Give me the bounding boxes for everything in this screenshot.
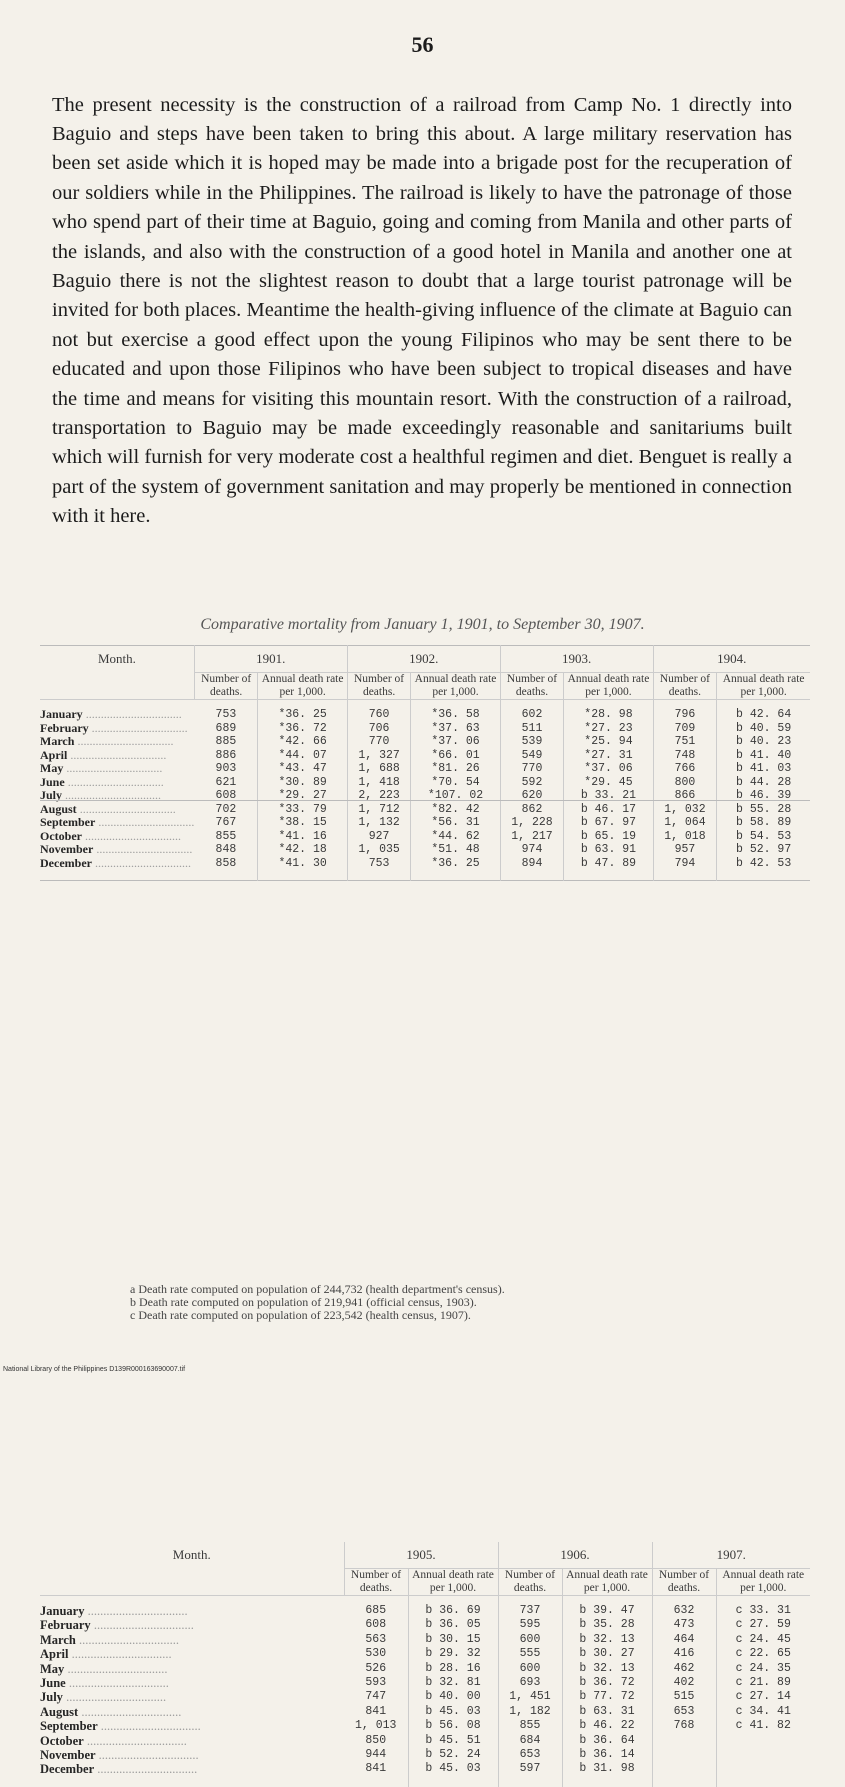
deaths-cell: 592: [500, 776, 564, 790]
table-row: [40, 776, 810, 790]
death-rate-cell: *36. 72: [258, 722, 347, 736]
rate-header: Annual death rate per 1,000.: [408, 1569, 498, 1596]
death-rate-cell: b 41. 03: [717, 762, 810, 776]
death-rate-cell: *70. 54: [411, 776, 500, 790]
rate-header: Annual death rate per 1,000.: [564, 673, 653, 700]
death-rate-cell: c 22. 65: [716, 1647, 810, 1661]
month-cell: September .....: [40, 816, 194, 830]
deaths-cell: 620: [500, 789, 564, 803]
death-rate-cell: *36. 25: [258, 700, 347, 722]
deaths-cell: 2, 223: [347, 789, 411, 803]
deaths-cell: 1, 327: [347, 749, 411, 763]
month-cell: November .....: [40, 843, 194, 857]
deaths-cell: 748: [653, 749, 717, 763]
table-row: [40, 803, 810, 817]
death-rate-cell: *38. 15: [258, 816, 347, 830]
month-cell: September .....: [40, 1719, 344, 1733]
deaths-cell: 760: [347, 700, 411, 722]
deaths-cell: 515: [652, 1690, 716, 1704]
month-cell: December .....: [40, 857, 194, 881]
rate-header: Annual death rate per 1,000.: [411, 673, 500, 700]
year-header: 1905.: [344, 1542, 498, 1569]
deaths-cell: 653: [652, 1705, 716, 1719]
number-header: Number of deaths.: [653, 673, 717, 700]
deaths-cell: 862: [500, 803, 564, 817]
death-rate-cell: *56. 31: [411, 816, 500, 830]
table-row: [40, 1719, 810, 1733]
death-rate-cell: *44. 07: [258, 749, 347, 763]
table-row: [40, 1647, 810, 1661]
death-rate-cell: b 31. 98: [562, 1762, 652, 1786]
death-rate-cell: b 44. 28: [717, 776, 810, 790]
death-rate-cell: c 21. 89: [716, 1676, 810, 1690]
death-rate-cell: b 46. 22: [562, 1719, 652, 1733]
month-cell: December .....: [40, 1762, 344, 1786]
table-1-body: [40, 700, 810, 881]
deaths-cell: 858: [215, 856, 237, 870]
deaths-cell: 1, 035: [347, 843, 411, 857]
month-cell: October .....: [40, 830, 194, 844]
month-cell: November .....: [40, 1748, 344, 1762]
deaths-cell: 555: [498, 1647, 562, 1661]
deaths-cell: 511: [500, 722, 564, 736]
deaths-cell: 850: [365, 1733, 387, 1747]
month-cell: July .....: [40, 1690, 344, 1704]
death-rate-cell: b 32. 13: [562, 1662, 652, 1676]
death-rate-cell: *51. 48: [411, 843, 500, 857]
deaths-cell: 462: [652, 1662, 716, 1676]
table-row: [40, 1662, 810, 1676]
deaths-cell: 766: [653, 762, 717, 776]
deaths-cell: 600: [498, 1662, 562, 1676]
deaths-cell: 593: [365, 1676, 387, 1690]
deaths-cell: 600: [498, 1633, 562, 1647]
deaths-cell: 841: [365, 1762, 387, 1776]
table-row: [40, 1734, 810, 1748]
table-row: [40, 1676, 810, 1690]
mortality-table-1905-1907: [40, 1542, 810, 1787]
deaths-cell: 1, 228: [500, 816, 564, 830]
death-rate-cell: c 41. 82: [716, 1719, 810, 1733]
death-rate-cell: *44. 62: [411, 830, 500, 844]
death-rate-cell: b 45. 03: [408, 1705, 498, 1719]
deaths-cell: 689: [215, 721, 237, 735]
page-number: 56: [411, 32, 434, 57]
month-cell: March .....: [40, 735, 194, 749]
month-cell: July .....: [40, 789, 194, 803]
deaths-cell: 927: [347, 830, 411, 844]
death-rate-cell: *82. 42: [411, 803, 500, 817]
deaths-cell: 770: [500, 762, 564, 776]
death-rate-cell: [716, 1748, 810, 1762]
rate-header: Annual death rate per 1,000.: [258, 673, 347, 700]
table-row: [40, 735, 810, 749]
month-cell: May .....: [40, 1662, 344, 1676]
body-paragraph: The present necessity is the construction of a railroad from Camp No. 1 directly into Baguio and steps have been taken to bring this about. A large military reservation has been set aside which it is hoped may be made into a brigade post for the recuperation of our soldiers while in the Philippines. The railroad is likely to have the patronage of those who spend part of their time at Baguio, going and coming from Manila and other parts of the islands, and also with the construction of a good hotel in Manila and another one at Baguio there is not the slightest reason to doubt that a large tourist patronage will be invited for both places. Meantime the health-giving influence of the climate at Baguio can not but exercise a good effect upon the young Filipinos who may be sent there to be educated and upon those Filipinos who have been subject to tropical diseases and have the time and means for visiting this mountain resort. With the construction of a railroad, transportation to Baguio may be made exceedingly reasonable and sanitariums built which will furnish for very moderate cost a healthful regimen and diet. Benguet is really a part of the system of government sanitation and may properly be mentioned in connection with it here.: [52, 93, 792, 528]
death-rate-cell: b 56. 08: [408, 1719, 498, 1733]
table-row: [40, 1705, 810, 1719]
death-rate-cell: b 47. 89: [564, 857, 653, 881]
month-cell: October .....: [40, 1734, 344, 1748]
deaths-cell: 855: [498, 1719, 562, 1733]
deaths-cell: 530: [365, 1647, 387, 1661]
deaths-cell: 903: [215, 762, 237, 775]
deaths-cell: 693: [498, 1676, 562, 1690]
death-rate-cell: b 41. 40: [717, 749, 810, 763]
death-rate-cell: b 63. 91: [564, 843, 653, 857]
deaths-cell: 702: [215, 802, 237, 816]
death-rate-cell: *36. 25: [411, 857, 500, 881]
number-header: Number of deaths.: [652, 1569, 716, 1596]
table-row: [40, 1633, 810, 1647]
month-cell: April .....: [40, 749, 194, 763]
table-row: [40, 830, 810, 844]
death-rate-cell: *27. 31: [564, 749, 653, 763]
death-rate-cell: *30. 89: [258, 776, 347, 790]
deaths-cell: 526: [365, 1661, 387, 1675]
month-cell: February .....: [40, 1618, 344, 1632]
month-header: Month.: [40, 1542, 344, 1596]
death-rate-cell: b 33. 21: [564, 789, 653, 803]
year-header: 1906.: [498, 1542, 652, 1569]
month-cell: June .....: [40, 776, 194, 790]
deaths-cell: 841: [365, 1704, 387, 1718]
deaths-cell: 848: [215, 843, 237, 856]
death-rate-cell: b 40. 23: [717, 735, 810, 749]
month-cell: March .....: [40, 1633, 344, 1647]
death-rate-cell: *25. 94: [564, 735, 653, 749]
year-header: 1903.: [500, 646, 653, 673]
table-row: [40, 1596, 810, 1619]
deaths-cell: 1, 132: [347, 816, 411, 830]
death-rate-cell: *36. 58: [411, 700, 500, 722]
death-rate-cell: *33. 79: [258, 803, 347, 817]
death-rate-cell: *107. 02: [411, 789, 500, 803]
death-rate-cell: b 35. 28: [562, 1618, 652, 1632]
death-rate-cell: *28. 98: [564, 700, 653, 722]
death-rate-cell: *81. 26: [411, 762, 500, 776]
deaths-cell: 1, 032: [653, 803, 717, 817]
table-row: [40, 762, 810, 776]
deaths-cell: 894: [500, 857, 564, 881]
deaths-cell: 1, 182: [498, 1705, 562, 1719]
death-rate-cell: b 40. 59: [717, 722, 810, 736]
year-header: 1901.: [194, 646, 347, 673]
table-2-body: [40, 1596, 810, 1787]
death-rate-cell: c 24. 45: [716, 1633, 810, 1647]
death-rate-cell: b 42. 64: [717, 700, 810, 722]
deaths-cell: 1, 712: [347, 803, 411, 817]
death-rate-cell: *29. 27: [258, 789, 347, 803]
deaths-cell: 753: [215, 708, 237, 721]
death-rate-cell: b 36. 72: [562, 1676, 652, 1690]
death-rate-cell: b 36. 69: [408, 1596, 498, 1619]
number-header: Number of deaths.: [194, 673, 258, 700]
table-row: [40, 816, 810, 830]
month-cell: August .....: [40, 803, 194, 817]
table-row: [40, 843, 810, 857]
deaths-cell: [652, 1762, 716, 1786]
month-cell: April .....: [40, 1647, 344, 1661]
number-header: Number of deaths.: [347, 673, 411, 700]
death-rate-cell: b 42. 53: [717, 857, 810, 881]
year-header: 1904.: [653, 646, 810, 673]
deaths-cell: 751: [653, 735, 717, 749]
deaths-cell: 1, 013: [355, 1719, 397, 1733]
deaths-cell: 608: [215, 789, 237, 802]
death-rate-cell: c 33. 31: [716, 1596, 810, 1619]
death-rate-cell: *42. 66: [258, 735, 347, 749]
footnote-a: a Death rate computed on population of 244,732 (health department's census).: [130, 1282, 505, 1296]
table-row: [40, 1690, 810, 1704]
month-cell: February .....: [40, 722, 194, 736]
number-header: Number of deaths.: [498, 1569, 562, 1596]
deaths-cell: 1, 064: [653, 816, 717, 830]
death-rate-cell: *41. 30: [258, 857, 347, 881]
table-row: [40, 857, 810, 881]
month-cell: May .....: [40, 762, 194, 776]
deaths-cell: 1, 688: [347, 762, 411, 776]
death-rate-cell: c 24. 35: [716, 1662, 810, 1676]
death-rate-cell: b 45. 03: [408, 1762, 498, 1786]
deaths-cell: 866: [653, 789, 717, 803]
footnote-c: c Death rate computed on population of 223,542 (health census, 1907).: [130, 1308, 471, 1322]
deaths-cell: 885: [215, 735, 237, 748]
death-rate-cell: *42. 18: [258, 843, 347, 857]
deaths-cell: 549: [500, 749, 564, 763]
deaths-cell: 416: [652, 1647, 716, 1661]
deaths-cell: 685: [365, 1604, 387, 1617]
deaths-cell: 855: [215, 829, 237, 843]
scan-credit: National Library of the Philippines D139R000163690007.tif: [3, 1366, 186, 1373]
deaths-cell: 796: [653, 700, 717, 722]
deaths-cell: 563: [365, 1632, 387, 1646]
death-rate-cell: b 67. 97: [564, 816, 653, 830]
table-row: [40, 749, 810, 763]
deaths-cell: 632: [652, 1596, 716, 1619]
death-rate-cell: b 77. 72: [562, 1690, 652, 1704]
death-rate-cell: b 54. 53: [717, 830, 810, 844]
death-rate-cell: b 58. 89: [717, 816, 810, 830]
deaths-cell: 597: [498, 1762, 562, 1786]
year-header: 1902.: [347, 646, 500, 673]
table-row: [40, 1762, 810, 1786]
deaths-cell: 1, 418: [347, 776, 411, 790]
death-rate-cell: c 27. 14: [716, 1690, 810, 1704]
mortality-table-1901-1904: [40, 645, 810, 881]
deaths-cell: 944: [365, 1748, 387, 1762]
deaths-cell: 800: [653, 776, 717, 790]
death-rate-cell: b 36. 05: [408, 1618, 498, 1632]
death-rate-cell: b 29. 32: [408, 1647, 498, 1661]
death-rate-cell: b 36. 14: [562, 1748, 652, 1762]
table-row: [40, 1618, 810, 1632]
deaths-cell: 957: [653, 843, 717, 857]
deaths-cell: 402: [652, 1676, 716, 1690]
death-rate-cell: b 30. 27: [562, 1647, 652, 1661]
year-header: 1907.: [652, 1542, 810, 1569]
death-rate-cell: b 32. 13: [562, 1633, 652, 1647]
number-header: Number of deaths.: [344, 1569, 408, 1596]
death-rate-cell: b 63. 31: [562, 1705, 652, 1719]
deaths-cell: 768: [652, 1719, 716, 1733]
death-rate-cell: b 45. 51: [408, 1734, 498, 1748]
deaths-cell: 753: [347, 857, 411, 881]
deaths-cell: 653: [498, 1748, 562, 1762]
rate-header: Annual death rate per 1,000.: [717, 673, 810, 700]
deaths-cell: 794: [653, 857, 717, 881]
deaths-cell: 886: [215, 748, 237, 762]
death-rate-cell: *41. 16: [258, 830, 347, 844]
deaths-cell: 974: [500, 843, 564, 857]
death-rate-cell: *37. 06: [564, 762, 653, 776]
deaths-cell: 473: [652, 1618, 716, 1632]
table-row: [40, 700, 810, 722]
death-rate-cell: c 27. 59: [716, 1618, 810, 1632]
deaths-cell: 1, 018: [653, 830, 717, 844]
death-rate-cell: b 36. 64: [562, 1734, 652, 1748]
month-header: Month.: [40, 646, 194, 700]
death-rate-cell: *37. 06: [411, 735, 500, 749]
deaths-cell: 1, 217: [500, 830, 564, 844]
death-rate-cell: *66. 01: [411, 749, 500, 763]
month-cell: June .....: [40, 1676, 344, 1690]
death-rate-cell: b 40. 00: [408, 1690, 498, 1704]
deaths-cell: 602: [500, 700, 564, 722]
death-rate-cell: *29. 45: [564, 776, 653, 790]
death-rate-cell: b 39. 47: [562, 1596, 652, 1619]
month-cell: January .....: [40, 1596, 344, 1619]
month-cell: January .....: [40, 700, 194, 722]
death-rate-cell: *43. 47: [258, 762, 347, 776]
deaths-cell: 621: [215, 775, 237, 789]
death-rate-cell: *37. 63: [411, 722, 500, 736]
footnote-b: b Death rate computed on population of 219,941 (official census, 1903).: [130, 1295, 477, 1309]
deaths-cell: 684: [498, 1734, 562, 1748]
deaths-cell: 706: [347, 722, 411, 736]
table-caption: Comparative mortality from January 1, 1901, to September 30, 1907.: [200, 616, 645, 633]
month-cell: August .....: [40, 1705, 344, 1719]
death-rate-cell: b 46. 39: [717, 789, 810, 803]
death-rate-cell: c 34. 41: [716, 1705, 810, 1719]
death-rate-cell: [716, 1734, 810, 1748]
deaths-cell: 709: [653, 722, 717, 736]
number-header: Number of deaths.: [500, 673, 564, 700]
death-rate-cell: b 30. 15: [408, 1633, 498, 1647]
deaths-cell: 539: [500, 735, 564, 749]
death-rate-cell: b 65. 19: [564, 830, 653, 844]
deaths-cell: 767: [215, 816, 237, 829]
death-rate-cell: [716, 1762, 810, 1786]
death-rate-cell: b 46. 17: [564, 803, 653, 817]
deaths-cell: 737: [498, 1596, 562, 1619]
rate-header: Annual death rate per 1,000.: [716, 1569, 810, 1596]
deaths-cell: 608: [365, 1618, 387, 1632]
death-rate-cell: b 52. 24: [408, 1748, 498, 1762]
deaths-cell: [652, 1734, 716, 1748]
death-rate-cell: *27. 23: [564, 722, 653, 736]
death-rate-cell: b 28. 16: [408, 1662, 498, 1676]
table-row: [40, 722, 810, 736]
deaths-cell: 464: [652, 1633, 716, 1647]
deaths-cell: 595: [498, 1618, 562, 1632]
death-rate-cell: b 52. 97: [717, 843, 810, 857]
footnotes: [130, 1283, 770, 1322]
death-rate-cell: b 55. 28: [717, 803, 810, 817]
deaths-cell: [652, 1748, 716, 1762]
deaths-cell: 1, 451: [498, 1690, 562, 1704]
deaths-cell: 747: [365, 1690, 387, 1704]
death-rate-cell: b 32. 81: [408, 1676, 498, 1690]
table-row: [40, 1748, 810, 1762]
rate-header: Annual death rate per 1,000.: [562, 1569, 652, 1596]
deaths-cell: 770: [347, 735, 411, 749]
